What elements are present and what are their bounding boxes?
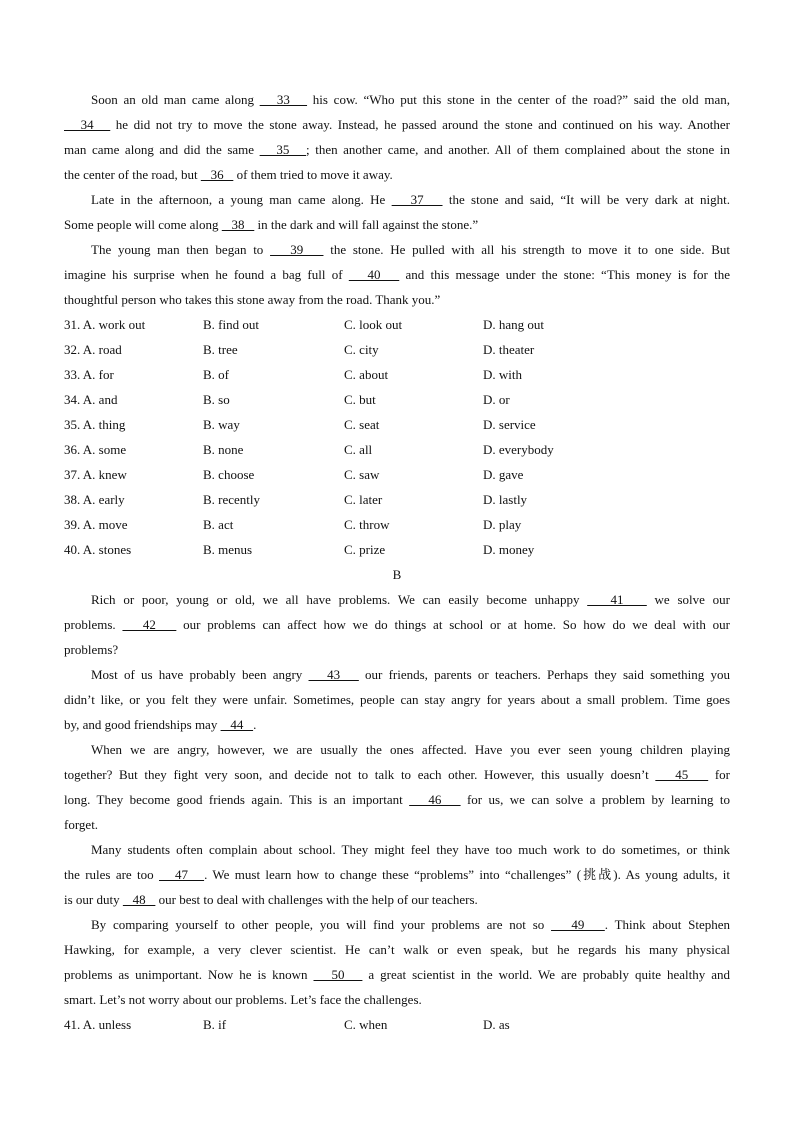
answer-blank: 45 bbox=[655, 767, 709, 782]
text-run: . Think about Stephen bbox=[604, 917, 730, 932]
text-line bbox=[64, 262, 730, 287]
text-line bbox=[64, 162, 730, 187]
text-run: forget. bbox=[64, 817, 99, 832]
options-a bbox=[64, 312, 730, 562]
text-line bbox=[64, 837, 730, 862]
option-choice: B. of bbox=[203, 367, 229, 382]
option-choice: C. city bbox=[344, 342, 379, 357]
option-choice: D. money bbox=[483, 542, 535, 557]
section-b-label: B bbox=[392, 567, 402, 582]
option-choice: D. theater bbox=[483, 342, 535, 357]
text-line bbox=[64, 987, 730, 1012]
text-line bbox=[64, 87, 730, 112]
option-row bbox=[64, 337, 730, 362]
option-row bbox=[64, 537, 730, 562]
text-run: of them tried to move it away. bbox=[233, 167, 393, 182]
option-choice: 36. A. some bbox=[64, 442, 127, 457]
option-choice: B. act bbox=[203, 517, 234, 532]
answer-blank: 33 bbox=[259, 92, 308, 107]
option-choice: 33. A. for bbox=[64, 367, 114, 382]
text-line bbox=[64, 912, 730, 937]
text-run: the rules are too bbox=[64, 867, 160, 882]
option-choice: B. tree bbox=[203, 342, 238, 357]
text-line bbox=[64, 612, 730, 637]
text-run: Soon an old man came along bbox=[91, 92, 260, 107]
answer-blank: 50 bbox=[313, 967, 363, 982]
text-line bbox=[64, 962, 730, 987]
text-run: By comparing yourself to other people, you will find your problems are not so bbox=[91, 917, 552, 932]
text-run: for us, we can solve a problem by learning to bbox=[460, 792, 731, 807]
text-line bbox=[64, 887, 730, 912]
answer-blank: 47 bbox=[159, 867, 205, 882]
option-choice: 41. A. unless bbox=[64, 1017, 132, 1032]
option-choice: B. so bbox=[203, 392, 230, 407]
text-run: The young man then began to bbox=[91, 242, 271, 257]
option-choice: B. if bbox=[203, 1017, 227, 1032]
text-run: man came along and did the same bbox=[64, 142, 260, 157]
text-line bbox=[64, 112, 730, 137]
option-choice: 38. A. early bbox=[64, 492, 125, 507]
options-b bbox=[64, 1012, 730, 1037]
answer-blank: 36 bbox=[200, 167, 234, 182]
text-line bbox=[64, 687, 730, 712]
option-choice: C. look out bbox=[344, 317, 403, 332]
text-line bbox=[64, 762, 730, 787]
answer-blank: 37 bbox=[391, 192, 443, 207]
text-run: smart. Let’s not worry about our problems. Let’s face the challenges. bbox=[64, 992, 422, 1007]
text-line bbox=[64, 812, 730, 837]
option-choice: C. all bbox=[344, 442, 373, 457]
passage-a bbox=[64, 87, 730, 312]
text-run: our best to deal with challenges with the help of our teachers. bbox=[155, 892, 478, 907]
text-line bbox=[64, 287, 730, 312]
text-run: for bbox=[708, 767, 730, 782]
text-run: we solve our bbox=[646, 592, 730, 607]
option-row bbox=[64, 362, 730, 387]
text-run: by, and good friendships may bbox=[64, 717, 221, 732]
option-choice: 40. A. stones bbox=[64, 542, 132, 557]
text-line bbox=[64, 662, 730, 687]
option-choice: B. menus bbox=[203, 542, 253, 557]
option-choice: D. as bbox=[483, 1017, 510, 1032]
answer-blank: 43 bbox=[308, 667, 359, 682]
option-choice: 39. A. move bbox=[64, 517, 128, 532]
answer-blank: 48 bbox=[122, 892, 156, 907]
answer-blank: 49 bbox=[551, 917, 605, 932]
text-run: imagine his surprise when he found a bag full of bbox=[64, 267, 349, 282]
option-choice: D. gave bbox=[483, 467, 524, 482]
option-choice: C. but bbox=[344, 392, 376, 407]
text-line bbox=[64, 712, 730, 737]
text-run: he did not try to move the stone away. Instead, he passed around the stone and continued on his way. Another bbox=[110, 117, 730, 132]
text-run: problems? bbox=[64, 642, 119, 657]
answer-blank: 46 bbox=[409, 792, 461, 807]
option-choice: B. recently bbox=[203, 492, 261, 507]
option-choice: C. saw bbox=[344, 467, 380, 482]
answer-blank: 39 bbox=[270, 242, 324, 257]
option-row bbox=[64, 387, 730, 412]
text-line bbox=[64, 937, 730, 962]
text-run: in the dark and will fall against the stone.” bbox=[254, 217, 479, 232]
answer-blank: 41 bbox=[587, 592, 647, 607]
text-run: didn’t like, or you felt they were unfair. Sometimes, people can stay angry for years about a small problem. Time goes bbox=[64, 692, 730, 707]
text-run: problems. bbox=[64, 617, 123, 632]
option-choice: 34. A. and bbox=[64, 392, 118, 407]
option-choice: D. service bbox=[483, 417, 536, 432]
text-run: and this message under the stone: “This money is for the bbox=[399, 267, 730, 282]
option-choice: B. choose bbox=[203, 467, 255, 482]
option-choice: 37. A. knew bbox=[64, 467, 127, 482]
text-run: together? But they fight very soon, and decide not to talk to each other. However, this usually doesn’t bbox=[64, 767, 656, 782]
text-run: our friends, parents or teachers. Perhaps they said something you bbox=[358, 667, 731, 682]
option-row bbox=[64, 312, 730, 337]
text-line bbox=[64, 212, 730, 237]
text-line bbox=[64, 187, 730, 212]
option-row bbox=[64, 1012, 730, 1037]
text-run: long. They become good friends again. This is an important bbox=[64, 792, 410, 807]
text-run: the stone. He pulled with all his strength to move it to one side. But bbox=[323, 242, 730, 257]
text-run: Some people will come along bbox=[64, 217, 222, 232]
text-run: ; then another came, and another. All of them complained about the stone in bbox=[306, 142, 731, 157]
option-choice: D. with bbox=[483, 367, 522, 382]
option-row bbox=[64, 437, 730, 462]
answer-blank: 40 bbox=[348, 267, 400, 282]
text-run: his cow. “Who put this stone in the center of the road?” said the old man, bbox=[307, 92, 730, 107]
answer-blank: 38 bbox=[221, 217, 255, 232]
option-choice: 31. A. work out bbox=[64, 317, 146, 332]
option-row bbox=[64, 462, 730, 487]
text-line bbox=[64, 787, 730, 812]
option-choice: D. everybody bbox=[483, 442, 554, 457]
option-choice: C. when bbox=[344, 1017, 388, 1032]
option-choice: B. find out bbox=[203, 317, 259, 332]
text-run: problems as unimportant. Now he is known bbox=[64, 967, 314, 982]
answer-blank: 44 bbox=[220, 717, 254, 732]
option-choice: C. about bbox=[344, 367, 389, 382]
answer-blank: 35 bbox=[259, 142, 307, 157]
answer-blank: 34 bbox=[64, 117, 111, 132]
option-choice: B. none bbox=[203, 442, 244, 457]
text-run: thoughtful person who takes this stone away from the road. Thank you.” bbox=[64, 292, 441, 307]
text-line bbox=[64, 137, 730, 162]
text-run: is our duty bbox=[64, 892, 123, 907]
option-choice: 32. A. road bbox=[64, 342, 122, 357]
text-line bbox=[64, 237, 730, 262]
text-run: . We must learn how to change these “problems” into “challenges” (挑战). As young adults, it bbox=[204, 867, 731, 882]
text-run: When we are angry, however, we are usually the ones affected. Have you ever seen young children playing bbox=[91, 742, 730, 757]
text-line bbox=[64, 587, 730, 612]
option-row bbox=[64, 487, 730, 512]
option-choice: D. hang out bbox=[483, 317, 545, 332]
text-run: Late in the afternoon, a young man came along. He bbox=[91, 192, 392, 207]
answer-blank: 42 bbox=[122, 617, 177, 632]
text-line bbox=[64, 862, 730, 887]
option-choice: C. seat bbox=[344, 417, 380, 432]
option-choice: D. play bbox=[483, 517, 522, 532]
text-run: Many students often complain about school. They might feel they have too much work to do sometimes, or think bbox=[91, 842, 730, 857]
text-run: the center of the road, but bbox=[64, 167, 201, 182]
text-line bbox=[64, 737, 730, 762]
text-run: . bbox=[253, 717, 257, 732]
option-choice: D. lastly bbox=[483, 492, 528, 507]
option-row bbox=[64, 412, 730, 437]
option-row bbox=[64, 512, 730, 537]
text-run: Hawking, for example, a very clever scientist. He can’t walk or even speak, but he regards his many physical bbox=[64, 942, 730, 957]
option-choice: 35. A. thing bbox=[64, 417, 126, 432]
option-choice: C. later bbox=[344, 492, 383, 507]
option-choice: D. or bbox=[483, 392, 510, 407]
text-run: Rich or poor, young or old, we all have problems. We can easily become unhappy bbox=[91, 592, 588, 607]
option-choice: C. prize bbox=[344, 542, 386, 557]
option-choice: C. throw bbox=[344, 517, 390, 532]
text-run: the stone and said, “It will be very dark at night. bbox=[442, 192, 730, 207]
text-line bbox=[64, 637, 730, 662]
passage-b bbox=[64, 587, 730, 1012]
text-run: Most of us have probably been angry bbox=[91, 667, 309, 682]
option-choice: B. way bbox=[203, 417, 240, 432]
worksheet-page bbox=[64, 87, 730, 1037]
text-run: a great scientist in the world. We are probably quite healthy and bbox=[362, 967, 730, 982]
text-run: our problems can affect how we do things at school or at home. So how do we deal with our bbox=[176, 617, 731, 632]
